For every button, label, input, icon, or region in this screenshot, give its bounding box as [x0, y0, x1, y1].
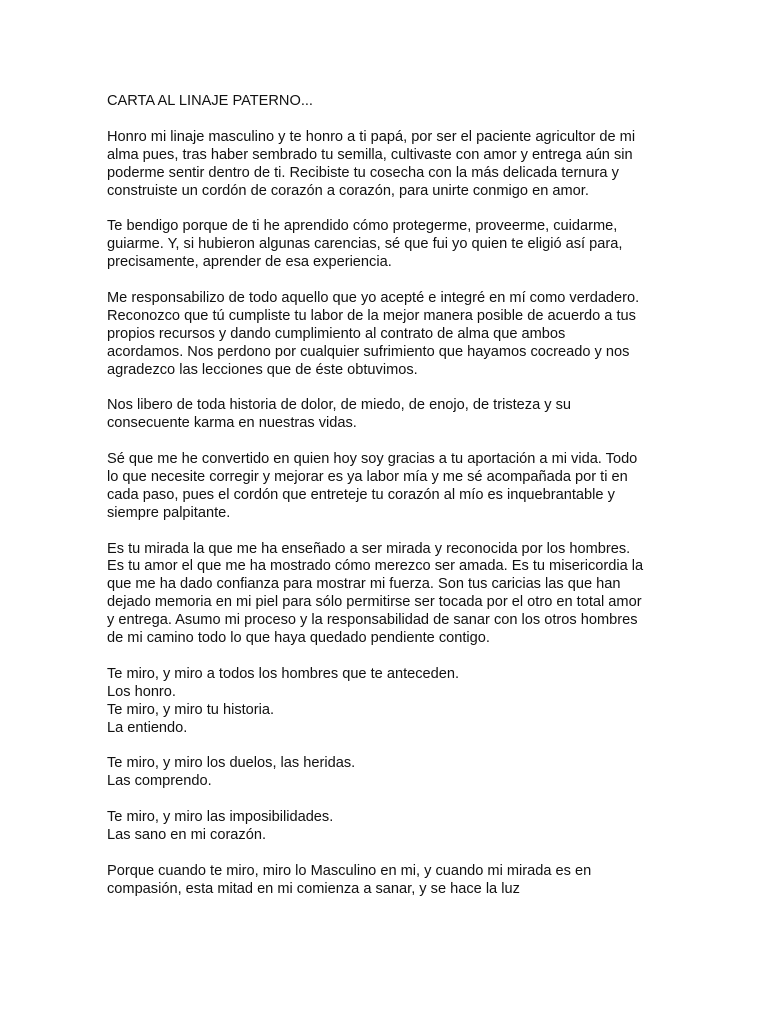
paragraph-line: Sé que me he convertido en quien hoy soy gracias a tu aportación a mi vida. Todo — [107, 451, 638, 468]
paragraph-line: lo que necesite corregir y mejorar es ya labor mía y me sé acompañada por ti en — [107, 468, 628, 485]
paragraph-line: poderme sentir dentro de ti. Recibiste tu cosecha con la más delicada ternura y — [107, 164, 619, 181]
paragraph-line: construiste un cordón de corazón a corazón, para unirte conmigo en amor. — [107, 182, 589, 199]
paragraph-line: siempre palpitante. — [107, 504, 231, 521]
paragraph — [107, 863, 667, 899]
paragraph-line: precisamente, aprender de esa experiencia. — [107, 254, 392, 271]
paragraph — [107, 451, 667, 523]
paragraph-line: Los honro. — [107, 683, 176, 700]
paragraph-line: de mi camino todo lo que haya quedado pendiente contigo. — [107, 630, 490, 647]
paragraph — [107, 666, 667, 738]
paragraph-line: que me ha dado confianza para mostrar mi fuerza. Son tus caricias las que han — [107, 576, 621, 593]
paragraph-line: y entrega. Asumo mi proceso y la responsabilidad de sanar con los otros hombres — [107, 612, 638, 629]
paragraph-line: cada paso, pues el cordón que entreteje tu corazón al mío es inquebrantable y — [107, 486, 615, 503]
paragraph-line: dejado memoria en mi piel para sólo permitirse ser tocada por el otro en total amor — [107, 594, 642, 611]
paragraph — [107, 755, 667, 791]
paragraph-line: Te miro, y miro a todos los hombres que te anteceden. — [107, 665, 460, 682]
paragraph-line: Es tu mirada la que me ha enseñado a ser mirada y reconocida por los hombres. — [107, 540, 631, 557]
paragraph-line: Porque cuando te miro, miro lo Masculino en mi, y cuando mi mirada es en — [107, 862, 592, 879]
paragraph-line: La entiendo. — [107, 719, 188, 736]
paragraph-line: guiarme. Y, si hubieron algunas carencias, sé que fui yo quien te eligió así para, — [107, 236, 623, 253]
paragraph-line: Honro mi linaje masculino y te honro a ti papá, por ser el paciente agricultor de mi — [107, 128, 636, 145]
document-title: CARTA AL LINAJE PATERNO... — [107, 93, 313, 109]
paragraph-line: propios recursos y dando cumplimiento al contrato de alma que ambos — [107, 325, 566, 342]
paragraph-line: Te miro, y miro tu historia. — [107, 701, 275, 718]
paragraph-line: consecuente karma en nuestras vidas. — [107, 415, 357, 432]
paragraph-line: Te miro, y miro las imposibilidades. — [107, 809, 334, 826]
paragraph — [107, 809, 667, 845]
paragraph-line: compasión, esta mitad en mi comienza a sanar, y se hace la luz — [107, 880, 520, 897]
paragraph-line: Las sano en mi corazón. — [107, 827, 266, 844]
paragraph — [107, 397, 667, 433]
paragraph-line: Es tu amor el que me ha mostrado cómo merezco ser amada. Es tu misericordia la — [107, 558, 644, 575]
paragraph-line: Me responsabilizo de todo aquello que yo acepté e integré en mí como verdadero. — [107, 289, 640, 306]
paragraph-line: Nos libero de toda historia de dolor, de miedo, de enojo, de tristeza y su — [107, 397, 572, 414]
paragraph-line: alma pues, tras haber sembrado tu semilla, cultivaste con amor y entrega aún sin — [107, 146, 633, 163]
paragraph-line: Te bendigo porque de ti he aprendido cómo protegerme, proveerme, cuidarme, — [107, 218, 618, 235]
paragraph-line: Reconozco que tú cumpliste tu labor de la mejor manera posible de acuerdo a tus — [107, 307, 636, 324]
paragraph-line: acordamos. Nos perdono por cualquier sufrimiento que hayamos cocreado y nos — [107, 343, 630, 360]
document-body — [107, 93, 667, 917]
paragraph — [107, 541, 667, 648]
paragraph-line: agradezco las lecciones que de éste obtuvimos. — [107, 361, 418, 378]
paragraph — [107, 290, 667, 380]
paragraph — [107, 218, 667, 272]
paragraph — [107, 129, 667, 201]
paragraph-line: Las comprendo. — [107, 773, 212, 790]
paragraph-list — [107, 129, 667, 899]
paragraph-line: Te miro, y miro los duelos, las heridas. — [107, 755, 356, 772]
